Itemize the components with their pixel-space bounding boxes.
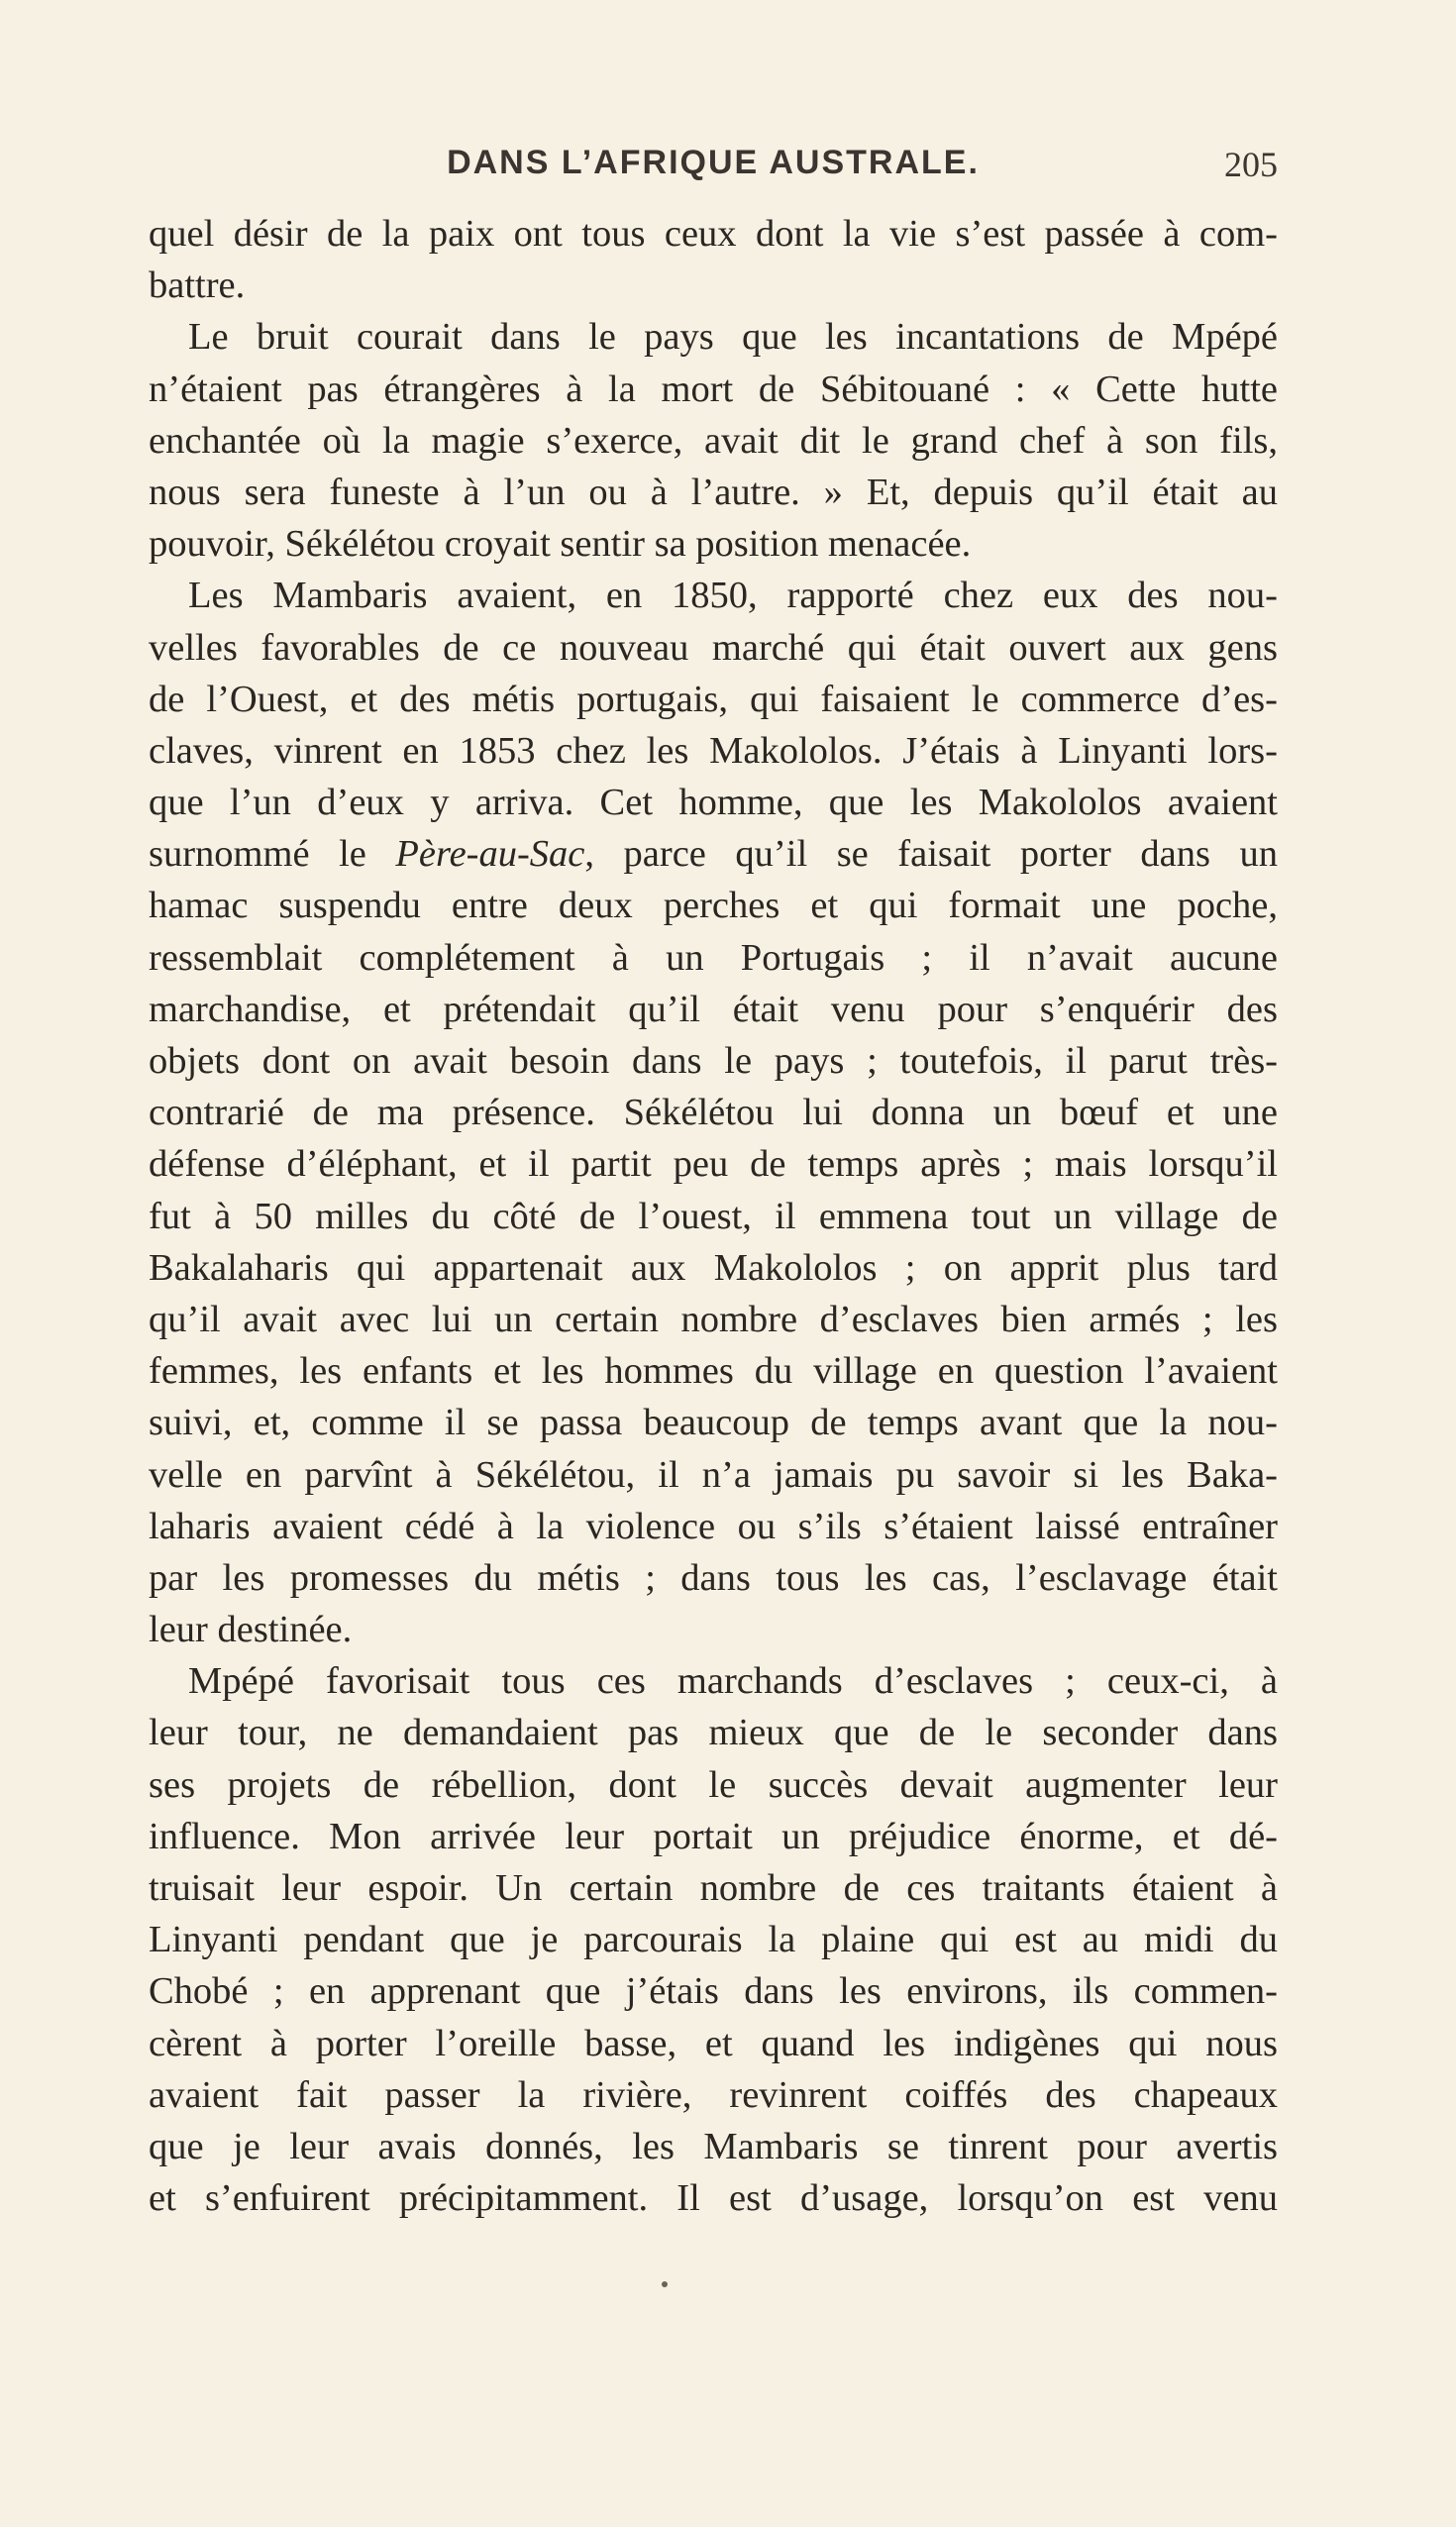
text-line: leur destinée. <box>149 1609 353 1651</box>
text-line: Le bruit courait dans le pays que les incantations de Mpépé <box>188 316 1278 359</box>
text-line: Les Mambaris avaient, en 1850, rapporté chez eux des nou- <box>188 575 1278 617</box>
text-line: influence. Mon arrivée leur portait un préjudice énorme, et dé- <box>149 1815 1278 1857</box>
text-line: nous sera funeste à l’un ou à l’autre. » Et, depuis qu’il était au <box>149 471 1278 513</box>
text-line: claves, vinrent en 1853 chez les Makololos. J’étais à Linyanti lors- <box>149 729 1278 772</box>
text-line: pouvoir, Sékélétou croyait sentir sa position menacée. <box>149 523 972 566</box>
page-number: 205 <box>1224 145 1278 184</box>
running-title: DANS L’AFRIQUE AUSTRALE. <box>447 144 980 181</box>
text-line: hamac suspendu entre deux perches et qui formait une poche, <box>149 885 1278 927</box>
text-line: ses projets de rébellion, dont le succès devait augmenter leur <box>149 1763 1278 1806</box>
text-line: que je leur avais donnés, les Mambaris se tinrent pour avertis <box>149 2125 1278 2167</box>
text-line: n’étaient pas étrangères à la mort de Sébitouané : « Cette hutte <box>149 368 1278 410</box>
text-line: battre. <box>149 264 246 307</box>
text-line: objets dont on avait besoin dans le pays ; toutefois, il parut très- <box>149 1040 1278 1082</box>
text-line: femmes, les enfants et les hommes du village en question l’avaient <box>149 1350 1278 1393</box>
text-line: de l’Ouest, et des métis portugais, qui faisaient le commerce d’es- <box>149 678 1278 720</box>
body-text <box>149 208 1278 2224</box>
text-line: enchantée où la magie s’exerce, avait dit le grand chef à son fils, <box>149 419 1278 462</box>
text-line: qu’il avait avec lui un certain nombre d’esclaves bien armés ; les <box>149 1298 1278 1340</box>
text-line: ressemblait complétement à un Portugais ; il n’avait aucune <box>149 936 1278 979</box>
text-line: quel désir de la paix ont tous ceux dont la vie s’est passée à com- <box>149 213 1278 255</box>
text-line: velle en parvînt à Sékélétou, il n’a jamais pu savoir si les Baka- <box>149 1453 1278 1496</box>
ink-speck <box>662 2281 668 2287</box>
text-line: défense d’éléphant, et il partit peu de temps après ; mais lorsqu’il <box>149 1143 1278 1186</box>
text-line: Mpépé favorisait tous ces marchands d’esclaves ; ceux-ci, à <box>188 1660 1278 1703</box>
text-line: cèrent à porter l’oreille basse, et quand les indigènes qui nous <box>149 2022 1278 2064</box>
text-line: suivi, et, comme il se passa beaucoup de temps avant que la nou- <box>149 1402 1278 1444</box>
text-line: contrarié de ma présence. Sékélétou lui donna un bœuf et une <box>149 1092 1278 1134</box>
text-line-with-italic: surnommé le Père-au-Sac, parce qu’il se faisait porter dans un <box>149 833 1278 876</box>
text-line: Linyanti pendant que je parcourais la plaine qui est au midi du <box>149 1919 1278 1961</box>
text-line: leur tour, ne demandaient pas mieux que de le seconder dans <box>149 1712 1278 1754</box>
text-line: Chobé ; en apprenant que j’étais dans les environs, ils commen- <box>149 1970 1278 2013</box>
text-line: laharis avaient cédé à la violence ou s’ils s’étaient laissé entraîner <box>149 1505 1278 1547</box>
page-header <box>149 144 1278 193</box>
text-line: par les promesses du métis ; dans tous les cas, l’esclavage était <box>149 1556 1278 1599</box>
text-line: velles favorables de ce nouveau marché qui était ouvert aux gens <box>149 626 1278 669</box>
text-line: Bakalaharis qui appartenait aux Makololos ; on apprit plus tard <box>149 1246 1278 1289</box>
text-line: truisait leur espoir. Un certain nombre de ces traitants étaient à <box>149 1867 1278 1909</box>
italic-phrase: Père-au-Sac <box>395 833 585 876</box>
text-line: avaient fait passer la rivière, revinrent coiffés des chapeaux <box>149 2073 1278 2116</box>
text-line: et s’enfuirent précipitamment. Il est d’usage, lorsqu’on est venu <box>149 2177 1278 2220</box>
text-line: marchandise, et prétendait qu’il était venu pour s’enquérir des <box>149 988 1278 1030</box>
text-line: que l’un d’eux y arriva. Cet homme, que les Makololos avaient <box>149 782 1278 824</box>
text-line: fut à 50 milles du côté de l’ouest, il emmena tout un village de <box>149 1195 1278 1237</box>
